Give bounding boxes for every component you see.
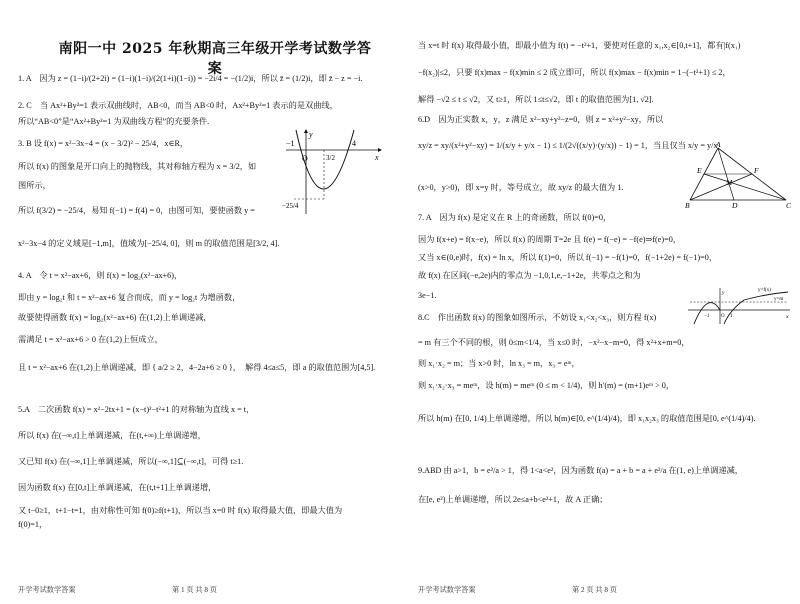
tick-3-2-label: 3/2: [326, 154, 335, 162]
vertex-b-label: B: [685, 201, 690, 210]
answer-3-line-2: 所以 f(x) 的图象是开口向上的抛物线，其对称轴方程为 x = 3/2，如: [18, 162, 257, 171]
answer-8-line-1: 8.C 作出函数 f(x) 的图象如图所示，不妨设 x₁<x₂<x₃，则方程 f(x): [418, 313, 657, 322]
point-d-label: D: [732, 201, 738, 210]
graph-m-label: y=m: [774, 297, 784, 302]
answer-5-cont-line-2: −f(x₂)|≤2，只要 f(x)max − f(x)min ≤ 2 成立即可，所以 f(x)max − f(x)min = 1−(−t²+1) ≤ 2，: [418, 68, 731, 77]
answer-4-line-4: 需满足 t = x²−ax+6 > 0 在(1,2)上恒成立，: [18, 335, 163, 344]
answer-3-line-5: x²−3x−4 的定义域是[−1,m]，值域为[−25/4, 0]，则 m 的取值范围是[3/2, 4].: [18, 239, 280, 248]
point-m-label: M: [726, 178, 733, 187]
answer-7-line-4: 故 f(x) 在区间(−e,2e)内的零点为 −1,0,1,e,−1+2e，共零点之和为: [418, 271, 641, 280]
triangle-figure: [682, 140, 794, 210]
graph-neg1-label: −1: [704, 314, 710, 319]
y-axis-label: y: [309, 130, 313, 139]
answer-4-line-1: 4. A 令 t = x²−ax+6，则 f(x) = log₂(x²−ax+6)，: [18, 271, 183, 280]
x-axis-label: x: [375, 153, 379, 162]
answer-3-line-4: 所以 f(3/2) = −25/4，易知 f(−1) = f(4) = 0，由图可知，要使函数 y =: [18, 206, 255, 215]
answer-7-line-2: 因为 f(x+e) = f(x−e)，所以 f(x) 的周期 T=2e 且 f(e) = f(−e) = −f(e)⇒f(e)=0，: [418, 235, 682, 244]
tick-min-label: −25/4: [282, 202, 299, 210]
answer-9-line-2: 在[e, e²)上单调递增，所以 2e≤a+b<e²+1，故 A 正确；: [418, 495, 608, 504]
answer-8-line-4: 则 x₁·x₂·x₃ = meᵐ，设 h(m) = meᵐ (0 ≤ m < 1/4)，则 h′(m) = (m+1)eᵐ > 0，: [418, 381, 675, 390]
function-graph-figure: [686, 286, 792, 326]
point-e-label: E: [697, 166, 702, 175]
vertex-a-label: A: [716, 140, 721, 149]
footer-right-page: 第 2 页 共 8 页: [572, 586, 617, 594]
answer-5-line-2: 所以 f(x) 在(−∞,t]上单调递减，在(t,+∞)上单调递增，: [18, 431, 206, 440]
answer-8-line-5: 所以 h(m) 在[0, 1/4)上单调递增，所以 h(m)∈[0, e^(1/4)/4)，即 x₁x₂x₃ 的取值范围是[0, e^(1/4)/4).: [418, 414, 756, 423]
answer-6-line-2: xy/z = xy/(x²+y²−xy) = 1/(x/y + y/x − 1) ≤ 1/(2√((x/y)·(y/x)) − 1) = 1，当且仅当 x/y = y/x: [418, 141, 718, 150]
parabola-figure: [282, 128, 382, 216]
graph-origin-label: O: [721, 314, 725, 319]
answer-9-line-1: 9.ABD 由 a>1，b = e²/a > 1，得 1<a<e²，因为函数 f(a) = a + b = a + e²/a 在(1, e)上单调递减，: [418, 466, 743, 475]
answer-7-line-3: 又当 x∈(0,e)时，f(x) = ln x，所以 f(1)=0，所以 f(−1) = −f(1)=0，f(−1+2e) = f(−1)=0，: [418, 253, 718, 262]
origin-label: O: [302, 154, 308, 163]
answer-1: 1. A 因为 z = (1−i)/(2+2i) = (1−i)(1−i)/(2(1+i)(1−i)) = −2i/4 = −(1/2)i，所以 z̄ = (1/2)i，即 z̄ − z = −i.: [18, 74, 363, 83]
document-title: 南阳一中 2025 年秋期高三年级开学考试数学答案: [58, 41, 372, 77]
answer-7-line-1: 7. A 因为 f(x) 是定义在 R 上的奇函数，所以 f(0)=0，: [418, 213, 612, 222]
answer-5-cont-line-3: 解得 −√2 ≤ t ≤ √2，又 t≥1，所以 1≤t≤√2，即 t 的取值范围为[1, √2].: [418, 95, 654, 104]
answer-4-line-2: 即由 y = log₂t 和 t = x²−ax+6 复合而成，而 y = log₂t 为增函数，: [18, 293, 241, 302]
footer-right-title: 开学考试数学答案: [418, 586, 476, 594]
answer-5-line-6: f(0)=1，: [18, 520, 48, 529]
answer-8-line-2: = m 有三个不同的根，则 0≤m<1/4，当 x≤0 时，−x²−x−m=0，得 x²+x+m=0，: [418, 338, 690, 347]
point-f-label: F: [754, 166, 759, 175]
answer-4-line-5: 且 t = x²−ax+6 在(1,2)上单调递减，即 { a/2 ≥ 2，4−2a+6 ≥ 0 }， 解得 4≤a≤5，即 a 的取值范围为[4,5].: [18, 363, 376, 372]
graph-curve-label: y=f(x): [758, 288, 771, 293]
answer-8-line-3: 则 x₁·x₂ = m；当 x>0 时，ln x₃ = m，x₃ = eᵐ，: [418, 359, 580, 368]
answer-3-line-1: 3. B 设 f(x) = x²−3x−4 = (x − 3/2)² − 25/4，x∈R，: [18, 139, 189, 148]
page-2: [400, 0, 800, 604]
answer-5-line-3: 又已知 f(x) 在(−∞,1]上单调递减，所以(−∞,1]⊆(−∞,t]，可得 t≥1.: [18, 457, 244, 466]
graph-y-label: y: [722, 290, 725, 296]
answer-7-line-5: 3e−1.: [418, 291, 437, 300]
answer-3-line-3: 图所示，: [18, 181, 51, 190]
vertex-c-label: C: [786, 201, 792, 210]
footer-left-title: 开学考试数学答案: [18, 586, 76, 594]
answer-5-line-4: 因为函数 f(x) 在[0,t]上单调递减，在(t,t+1]上单调递增，: [18, 483, 217, 492]
tick-4-label: 4: [352, 139, 356, 148]
answer-2-line-1: 2. C 当 Ax²+By²=1 表示双曲线时，AB<0，而当 AB<0 时，Ax²+By²=1 表示的是双曲线，: [18, 101, 338, 110]
graph-one-label: 1: [730, 314, 733, 319]
tick-neg1-label: −1: [286, 139, 295, 148]
footer-left-page: 第 1 页 共 8 页: [172, 586, 217, 594]
answer-2-line-2: 所以“AB<0”是“Ax²+By²=1 为双曲线方程”的充要条件.: [18, 117, 210, 126]
answer-6-line-1: 6.D 因为正实数 x，y，z 满足 x²−xy+y²−z=0，则 z = x²+y²−xy，所以: [418, 115, 664, 124]
answer-4-line-3: 故要使得函数 f(x) = log₂(x²−ax+6) 在(1,2)上单调递减，: [18, 313, 212, 322]
answer-6-line-3: (x>0，y>0)，即 x=y 时，等号成立，故 xy/z 的最大值为 1.: [418, 183, 624, 192]
answer-5-cont-line-1: 当 x=t 时 f(x) 取得最小值，即最小值为 f(t) = −t²+1，要使对任意的 x₁,x₂∈[0,t+1]，都有|f(x₁): [418, 41, 741, 50]
graph-x-label: x: [786, 314, 789, 320]
answer-5-line-1: 5.A 二次函数 f(x) = x²−2tx+1 = (x−t)²−t²+1 的对称轴为直线 x = t，: [18, 405, 255, 414]
answer-5-line-5: 又 t−0≥1，t+1−t=1，由对称性可知 f(0)≥f(t+1)，所以当 x=0 时 f(x) 取得最大值，即最大值为: [18, 506, 343, 515]
